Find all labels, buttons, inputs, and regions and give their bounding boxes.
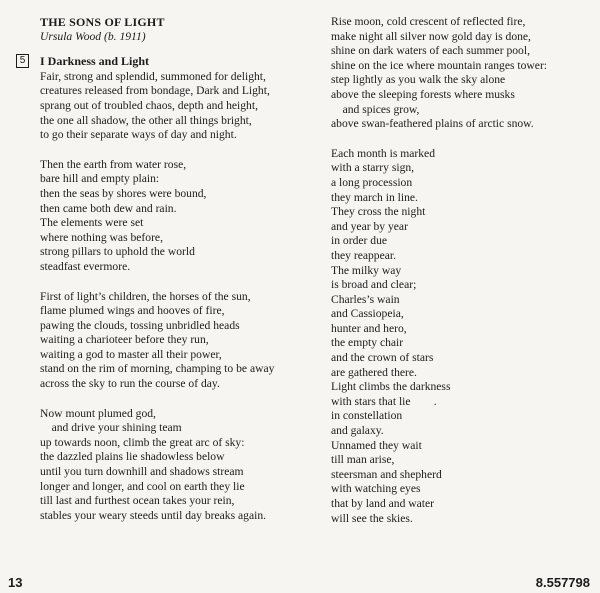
poem-line: make night all silver now gold day is done, [331,29,531,43]
poem-line: They cross the night [331,205,426,219]
stanza [40,407,302,524]
poem-line: steersman and shepherd [331,467,442,481]
poem-line: waiting a god to master all their power, [40,347,222,361]
poem-line: and spices grow, [331,102,420,116]
stanza [40,158,302,275]
poem-line: they reappear. [331,248,397,262]
poem-line: Fair, strong and splendid, summoned for delight, [40,69,266,83]
right-column [331,15,593,541]
poem-line: then came both dew and rain. [40,201,177,215]
poem-line: a long procession [331,175,413,189]
poem-line: steadfast evermore. [40,259,131,273]
right-stanzas [331,15,593,526]
poem-line: and the crown of stars [331,351,434,365]
poem-line: hunter and hero, [331,321,407,335]
poem-line: Each month is marked [331,146,435,160]
poem-line: flame plumed wings and hooves of fire, [40,304,225,318]
poem-line: with watching eyes [331,482,421,496]
section-header [19,54,302,70]
poem-line: and galaxy. [331,424,384,438]
poem-line: Then the earth from water rose, [40,157,187,171]
poem-line: creatures released from bondage, Dark and Light, [40,84,270,98]
stanza [331,147,593,526]
poem-line: then the seas by shores were bound, [40,186,207,200]
stanza [40,70,302,143]
poem-line: till last and furthest ocean takes your rein, [40,494,235,508]
poem-line: they march in line. [331,190,418,204]
poem-line: step lightly as you walk the sky alone [331,73,506,87]
poem-line: longer and longer, and cool on earth they lie [40,479,245,493]
poem-line: above swan-feathered plains of arctic snow. [331,117,534,131]
poem-author: Ursula Wood (b. 1911) [40,29,146,43]
poem-line: and drive your shining team [40,421,182,435]
poem-line: shine on dark waters of each summer pool, [331,44,530,58]
poem-line: waiting a charioteer before they run, [40,333,209,347]
stanza [331,15,593,132]
poem-line: First of light’s children, the horses of the sun, [40,289,251,303]
poem-line: strong pillars to uphold the world [40,245,195,259]
poem-line: up towards noon, climb the great arc of sky: [40,435,245,449]
poem-line: will see the skies. [331,511,413,525]
page-number: 13 [8,575,23,590]
poem-line: till man arise, [331,453,395,467]
poem-line: bare hill and empty plain: [40,172,160,186]
poem-line: Light climbs the darkness [331,380,451,394]
poem-title: THE SONS OF LIGHT [40,15,165,29]
stanza [40,290,302,392]
poem-line: Rise moon, cold crescent of reflected fire, [331,15,526,28]
poem-line: pawing the clouds, tossing unbridled heads [40,318,240,332]
poem-line: above the sleeping forests where musks [331,87,515,101]
poem-line: sprang out of troubled chaos, depth and height, [40,98,258,112]
poem-line: stand on the rim of morning, champing to be away [40,362,275,376]
poem-line: stables your weary steeds until day breaks again. [40,508,267,522]
poem-line: where nothing was before, [40,230,163,244]
poem-line: Unnamed they wait [331,438,422,452]
poem-line: in order due [331,234,388,248]
poem-line: and Cassiopeia, [331,307,404,321]
catalog-number: 8.557798 [535,575,590,590]
left-column [19,15,302,538]
poem-line: The milky way [331,263,402,277]
poem-line: that by land and water [331,497,435,510]
poem-line: are gathered there. [331,365,417,379]
poem-line: until you turn downhill and shadows stream [40,465,244,479]
poem-line: Charles’s wain [331,292,400,306]
poem-line: with a starry sign, [331,161,415,175]
poem-line: The elements were set [40,216,144,230]
poem-line: and year by year [331,219,408,233]
poem-line: across the sky to run the course of day. [40,377,220,391]
poem-line: in constellation [331,409,403,423]
poem-line: the dazzled plains lie shadowless below [40,450,225,464]
poem-line: the empty chair [331,336,404,350]
poem-line: Now mount plumed god, [40,406,156,420]
track-number-box: 5 [16,54,29,68]
poem-line: the one all shadow, the other all things bright, [40,113,252,127]
poem-line: shine on the ice where mountain ranges tower: [331,58,548,72]
poem-line: with stars that lie . [331,394,437,408]
poem-line: is broad and clear; [331,278,417,292]
poem-line: to go their separate ways of day and night. [40,128,237,142]
left-stanzas [40,70,302,524]
section-heading: I Darkness and Light [40,54,150,69]
